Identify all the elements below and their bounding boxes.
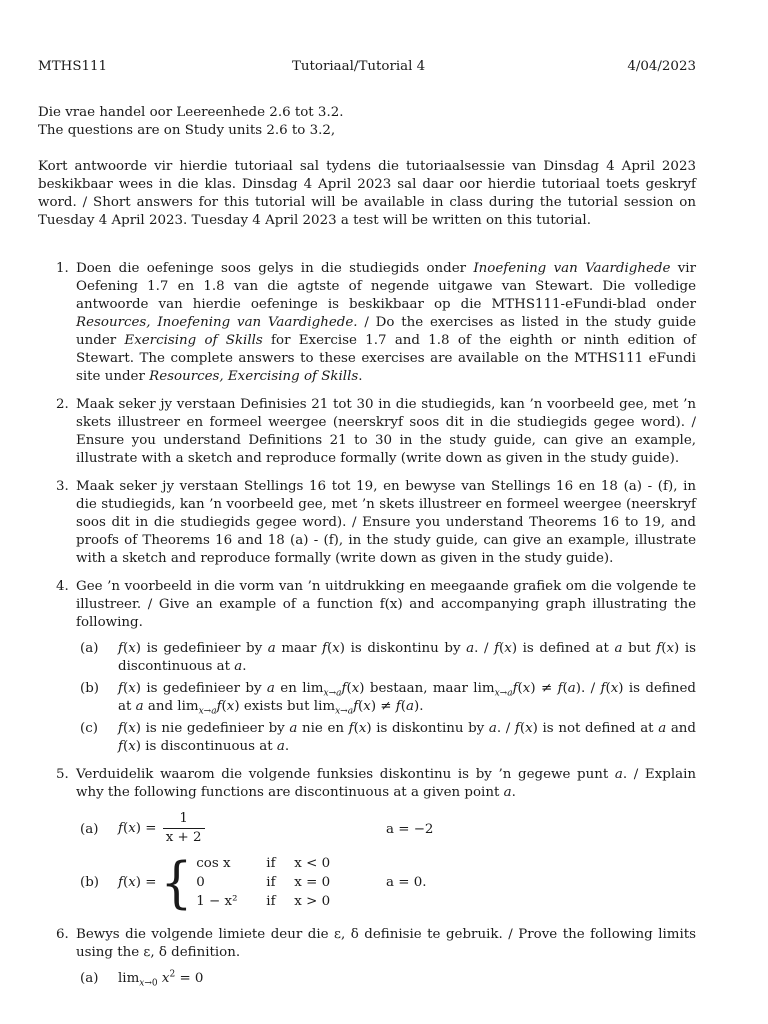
question-number: 1. <box>56 261 69 276</box>
intro <box>38 104 696 140</box>
question-number: 4. <box>56 579 69 594</box>
question-number: 3. <box>56 479 69 494</box>
intro-line-en: The questions are on Study units 2.6 to 3.2, <box>38 123 336 138</box>
brace: { <box>160 850 193 915</box>
question-number: 6. <box>56 927 69 942</box>
sub-items <box>76 810 696 916</box>
question-4: 4. Gee ’n voorbeeld in die vorm van ’n uitdrukking en meegaande grafiek om die volgende te illustreer. / Give an example of a function f(x) and accompanying graph illustrating the following. (a) f(x) is gedefinieer by a maar f(x) is diskontinu by a. / f(x) is defined at a but f(x) is discontinuous at a. (b) f(x) is gedefinieer by a en $\lim_{x\to a}f(x)$ bestaan, maar $\lim_{x\to a}f(x) \ne f(a)$. / f(x) is defined at a and $\lim_{x\to a}f(x)$ exists but $\lim_{x\to a}f(x) \ne f(a)$. (c) f(x) is nie gedefinieer by a nie en f(x) is diskontinu by a. / f(x) is not defined at a and f(x) is discontinuous at a. <box>56 579 697 754</box>
intro-line-af: Die vrae handel oor Leereenhede 2.6 tot 3.2. <box>38 105 344 120</box>
piecewise-cases: cos x if x < 0 0 if x = 0 1 − x² if x > 0 <box>196 856 331 909</box>
emphasis: Inoefening van Vaardighede <box>473 261 671 276</box>
question-3 <box>38 478 696 568</box>
question-5b: (b) f(x) = { cos x if x < 0 0 if x = 0 1 − x² if x > 0 a = 0. <box>80 850 427 915</box>
question-4b: (b) f(x) is gedefinieer by a en $\lim_{x\to a}f(x)$ bestaan, maar $\lim_{x\to a}f(x) \ne f(a)$. / f(x) is defined at a and $\lim_{x\to a}f(x)$ exists but $\lim_{x\to a}f(x) \ne f(a)$. <box>80 681 696 717</box>
emphasis: Resources, Inoefening van Vaardighede. <box>76 315 358 330</box>
question-number: 2. <box>56 397 69 412</box>
point-a: a = −2 <box>386 822 434 837</box>
question-4a: (a) f(x) is gedefinieer by a maar f(x) is diskontinu by a. / f(x) is defined at a but f(x) is discontinuous at a. <box>80 641 697 674</box>
question-4c: (c) f(x) is nie gedefinieer by a nie en f(x) is diskontinu by a. / f(x) is not defined at a and f(x) is discontinuous at a. <box>80 721 696 754</box>
question-2 <box>38 396 696 468</box>
question-text: Bewys die volgende limiete deur die ε, δ definisie te gebruik. / Prove the following limits using the ε, δ definition. <box>76 927 696 960</box>
question-text: Maak seker jy verstaan Definisies 21 tot 30 in die studiegids, kan ’n voorbeeld gee, met ’n skets illustreer en formeel weergee (neerskryf soos dit in die studiegids gegee word). / Ensure you understand Definitions 21 to 30 in the study guide, can give an example, illustrate with a sketch and reproduce formally (write down as given in the study guide). <box>76 397 696 466</box>
question-6 <box>38 926 696 988</box>
point-a: a = 0. <box>386 875 427 890</box>
page-header <box>38 58 696 78</box>
emphasis: Resources, Exercising of Skills <box>149 369 359 384</box>
question-number: 5. <box>56 767 69 782</box>
question-1: 1. Doen die oefeninge soos gelys in die studiegids onder Inoefening van Vaardighede vir Oefening 1.7 en 1.8 van die agtste of negende uitgawe van Stewart. Die volledige antwoorde van hierdie oefeninge is beskikbaar op die MTHS111-eFundi-blad onder Resources, Inoefening van Vaardighede. / Do the exercises as listed in the study guide under Exercising of Skills for Exercise 1.7 and 1.8 of the eighth or ninth edition of Stewart. The complete answers to these exercises are available on the MTHS111 eFundi site under Resources, Exercising of Skills. <box>56 261 696 384</box>
tutorial-date: 4/04/2023 <box>627 59 696 74</box>
fraction: $\frac{1}{x + 2}$ <box>163 810 205 847</box>
test-note: Kort antwoorde vir hierdie tutoriaal sal tydens die tutoriaalsessie van Dinsdag 4 April 2023 beskikbaar wees in die klas. Dinsdag 4 April 2023 sal daar oor hierdie tutoriaal toets geskryf word. / Short answers for this tutorial will be available in class during the tutorial session on Tuesday 4 April 2023. Tuesday 4 April 2023 a test will be written on this tutorial. <box>38 159 696 228</box>
question-list <box>38 260 696 988</box>
emphasis: Exercising of Skills <box>124 333 263 348</box>
course-code: MTHS111 <box>38 59 108 74</box>
tutorial-title: Tutoriaal/Tutorial 4 <box>292 59 426 74</box>
question-text: Maak seker jy verstaan Stellings 16 tot 19, en bewyse van Stellings 16 en 18 (a) - (f), in die studiegids, kan ’n voorbeeld gee, met ’n skets illustreer en formeel weergee (neerskryf soos dit in die studiegids gegee word). / Ensure you understand Theorems 16 to 19, and proofs of Theorems 16 and 18 (a) - (f), in the study guide, can give an example, illustrate with a sketch and reproduce formally (write down as given in the study guide). <box>76 479 696 566</box>
question-6a: (a) $\lim_{x\to 0} x^2 = 0$ <box>80 969 204 989</box>
sub-items <box>76 970 696 988</box>
question-5: 5. Verduidelik waarom die volgende funksies diskontinu is by ’n gegewe punt a. / Explain why the following functions are discontinuous at a given point a. (a) f(x) = $\frac{1}{x + 2}$ a = −2 (b) f(x) = { cos x if x < 0 0 if x = 0 1 − x² if x > 0 a = 0. <box>56 767 696 915</box>
sub-items <box>76 640 696 756</box>
question-5a: (a) f(x) = $\frac{1}{x + 2}$ a = −2 <box>80 811 434 845</box>
tutorial-page <box>38 58 696 998</box>
